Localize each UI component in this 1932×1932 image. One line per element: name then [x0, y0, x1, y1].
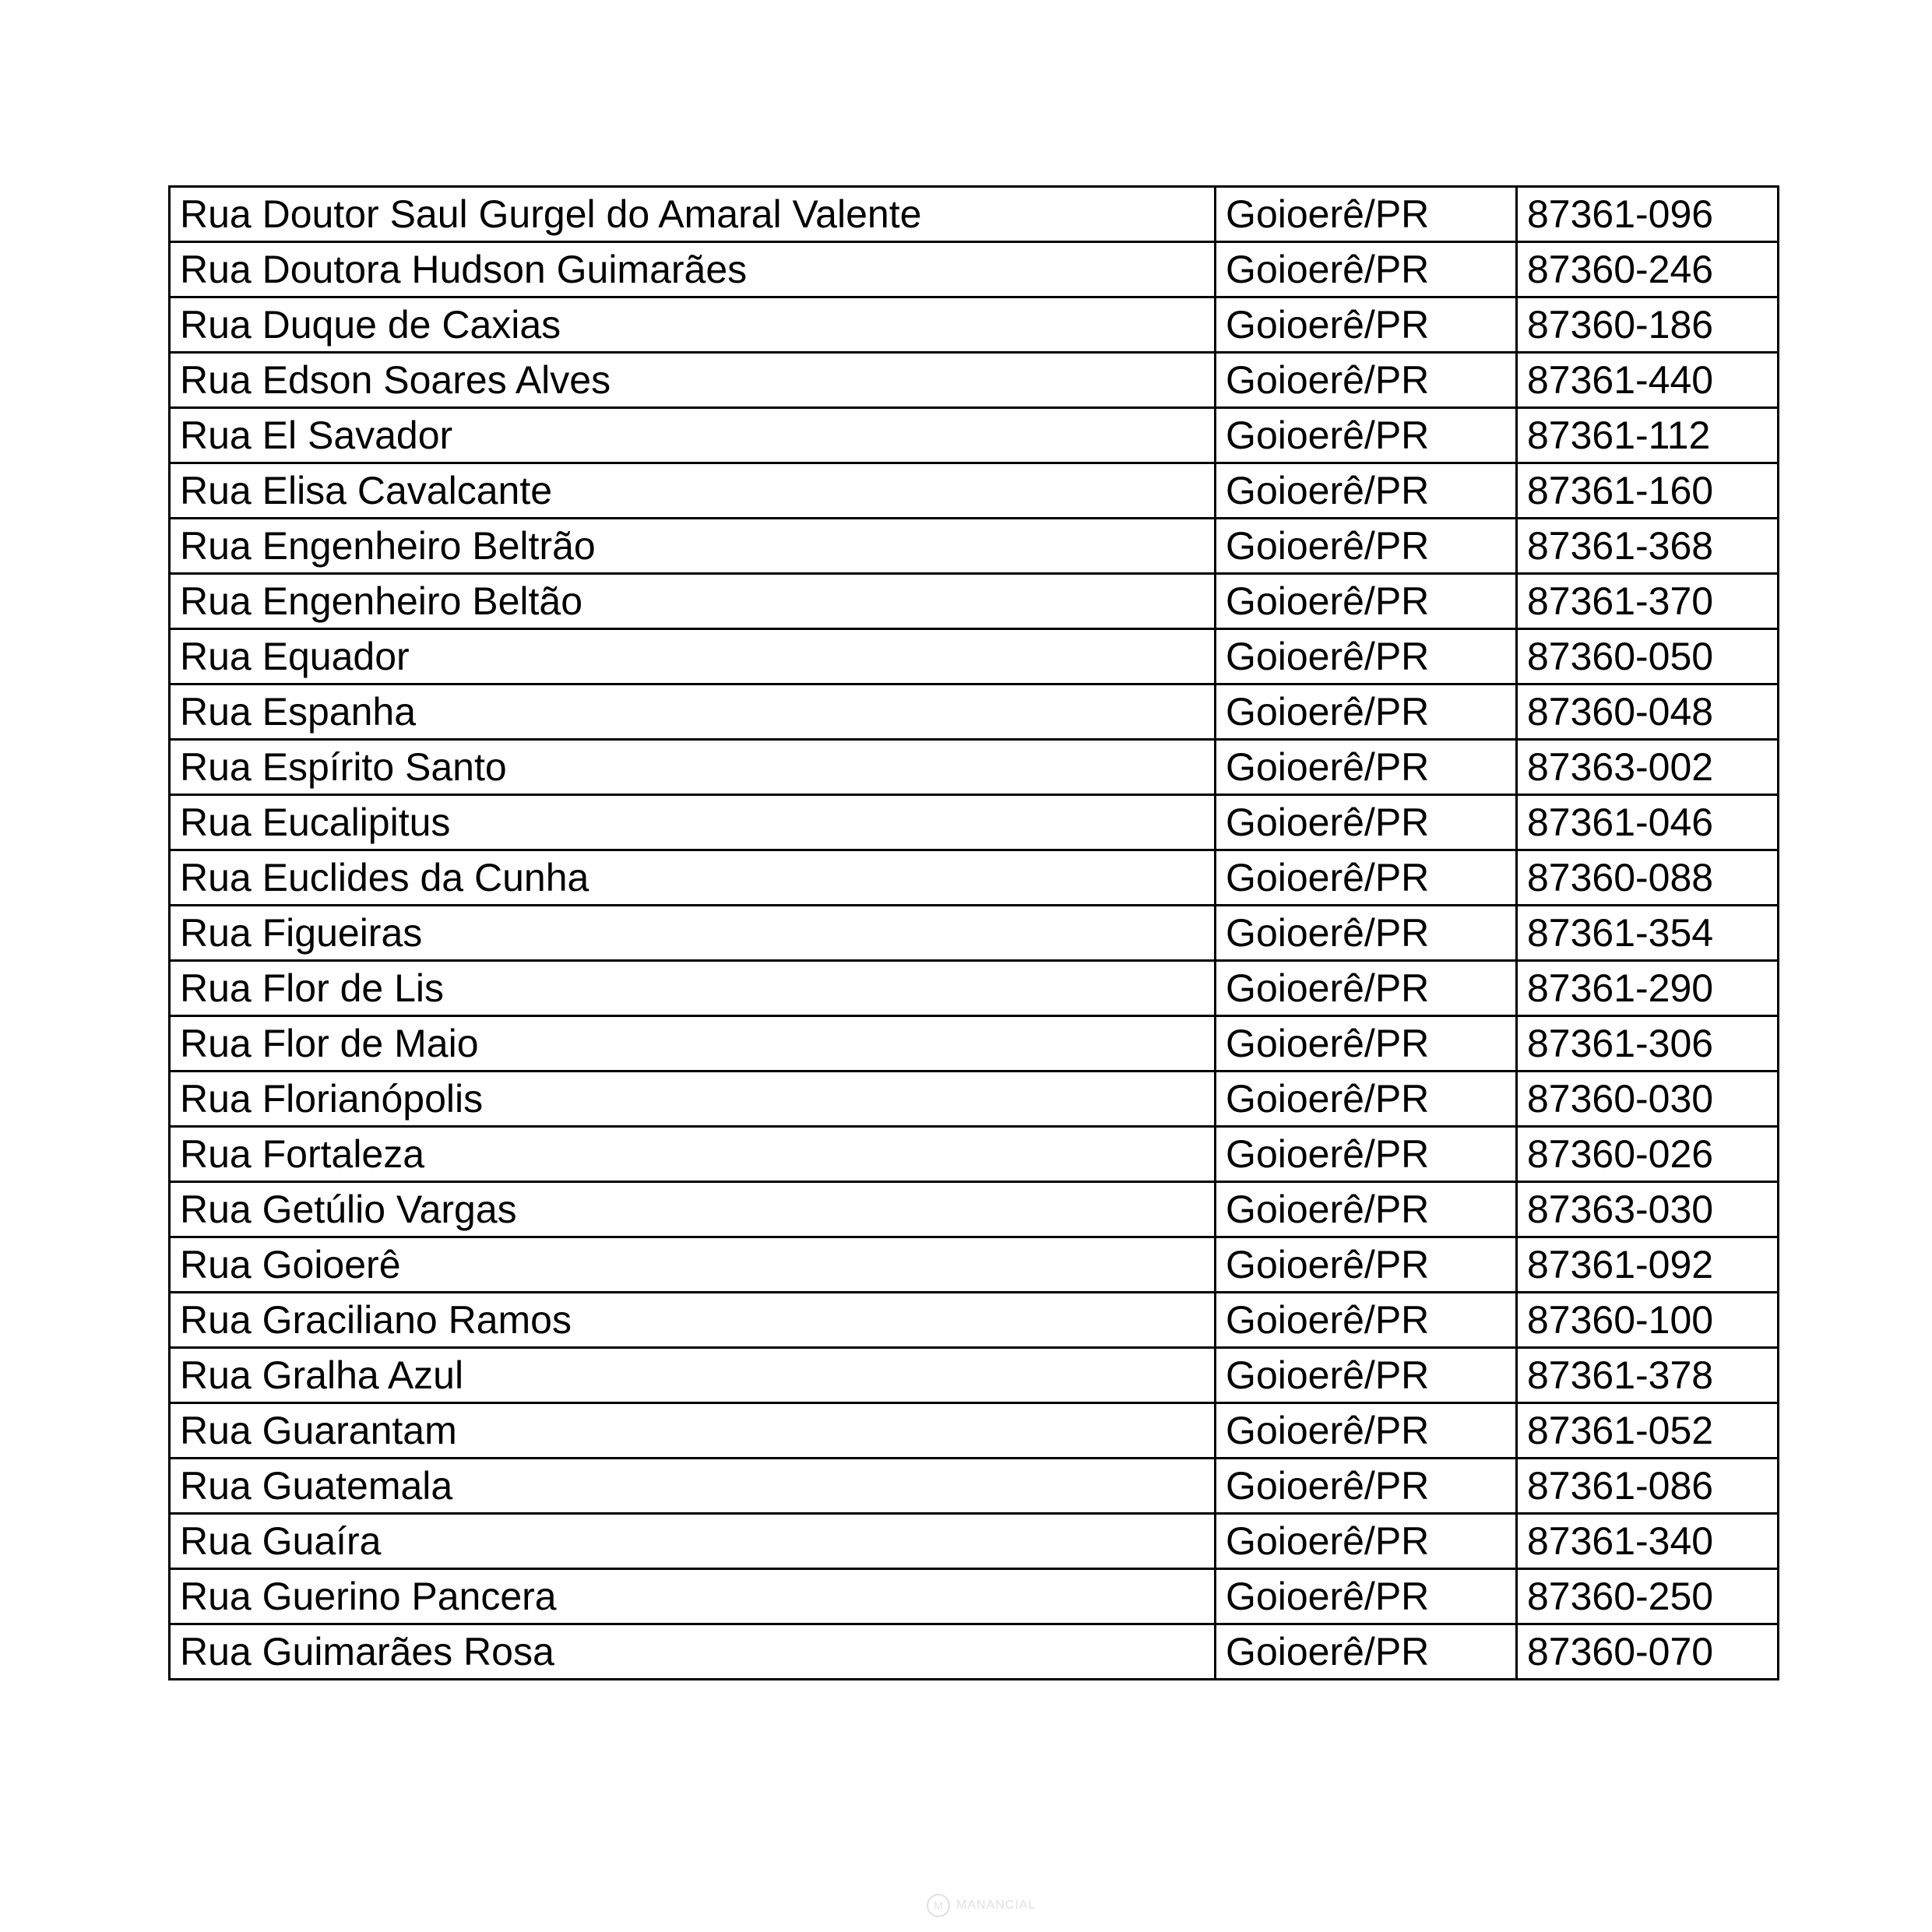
cep-cell: 87360-048: [1516, 684, 1778, 740]
table-row: [170, 1514, 1779, 1569]
table-row: [170, 629, 1779, 684]
table-row: [170, 408, 1779, 463]
cep-cell: 87360-026: [1516, 1127, 1778, 1182]
table-row: [170, 519, 1779, 574]
cep-cell: 87360-070: [1516, 1624, 1778, 1680]
cep-cell: 87360-250: [1516, 1569, 1778, 1624]
street-cell: Rua Getúlio Vargas: [170, 1182, 1216, 1237]
street-cell: Rua Guaíra: [170, 1514, 1216, 1569]
cep-cell: 87361-340: [1516, 1514, 1778, 1569]
table-row: [170, 961, 1779, 1016]
city-cell: Goioerê/PR: [1216, 795, 1517, 850]
table-row: [170, 1127, 1779, 1182]
cep-cell: 87363-030: [1516, 1182, 1778, 1237]
city-cell: Goioerê/PR: [1216, 1569, 1517, 1624]
street-cell: Rua Guatemala: [170, 1459, 1216, 1514]
cep-cell: 87361-160: [1516, 463, 1778, 519]
cep-cell: 87361-086: [1516, 1459, 1778, 1514]
street-cell: Rua Espanha: [170, 684, 1216, 740]
table-row: [170, 242, 1779, 297]
table-row: [170, 850, 1779, 906]
cep-cell: 87361-306: [1516, 1016, 1778, 1072]
cep-cell: 87361-096: [1516, 187, 1778, 242]
street-cell: Rua Flor de Lis: [170, 961, 1216, 1016]
street-cell: Rua Equador: [170, 629, 1216, 684]
table-row: [170, 740, 1779, 795]
street-cell: Rua Florianópolis: [170, 1072, 1216, 1127]
street-cell: Rua Engenheiro Beltão: [170, 574, 1216, 629]
city-cell: Goioerê/PR: [1216, 1182, 1517, 1237]
cep-cell: 87361-112: [1516, 408, 1778, 463]
table-row: [170, 574, 1779, 629]
street-cell: Rua Eucalipitus: [170, 795, 1216, 850]
street-cell: Rua Fortaleza: [170, 1127, 1216, 1182]
street-cell: Rua Flor de Maio: [170, 1016, 1216, 1072]
street-cell: Rua Engenheiro Beltrão: [170, 519, 1216, 574]
street-cell: Rua Edson Soares Alves: [170, 353, 1216, 408]
street-cell: Rua Gralha Azul: [170, 1348, 1216, 1403]
city-cell: Goioerê/PR: [1216, 961, 1517, 1016]
city-cell: Goioerê/PR: [1216, 629, 1517, 684]
cep-cell: 87361-052: [1516, 1403, 1778, 1459]
city-cell: Goioerê/PR: [1216, 242, 1517, 297]
cep-cell: 87360-100: [1516, 1293, 1778, 1348]
city-cell: Goioerê/PR: [1216, 906, 1517, 961]
watermark-text: MANANCIAL: [956, 1899, 1036, 1912]
table-row: [170, 1072, 1779, 1127]
city-cell: Goioerê/PR: [1216, 353, 1517, 408]
city-cell: Goioerê/PR: [1216, 519, 1517, 574]
cep-cell: 87361-046: [1516, 795, 1778, 850]
cep-cell: 87360-030: [1516, 1072, 1778, 1127]
address-table-body: [170, 187, 1779, 1680]
street-cell: Rua Guerino Pancera: [170, 1569, 1216, 1624]
cep-cell: 87360-088: [1516, 850, 1778, 906]
cep-cell: 87360-186: [1516, 297, 1778, 353]
street-cell: Rua Goioerê: [170, 1237, 1216, 1293]
city-cell: Goioerê/PR: [1216, 297, 1517, 353]
city-cell: Goioerê/PR: [1216, 187, 1517, 242]
city-cell: Goioerê/PR: [1216, 1459, 1517, 1514]
city-cell: Goioerê/PR: [1216, 1237, 1517, 1293]
cep-cell: 87360-050: [1516, 629, 1778, 684]
table-row: [170, 1459, 1779, 1514]
cep-cell: 87361-354: [1516, 906, 1778, 961]
table-row: [170, 1293, 1779, 1348]
logo-icon: M: [927, 1894, 950, 1917]
city-cell: Goioerê/PR: [1216, 1514, 1517, 1569]
table-row: [170, 1237, 1779, 1293]
street-cell: Rua Doutora Hudson Guimarães: [170, 242, 1216, 297]
table-row: [170, 1348, 1779, 1403]
city-cell: Goioerê/PR: [1216, 463, 1517, 519]
street-cell: Rua Duque de Caxias: [170, 297, 1216, 353]
table-row: [170, 187, 1779, 242]
street-cell: Rua Guarantam: [170, 1403, 1216, 1459]
city-cell: Goioerê/PR: [1216, 684, 1517, 740]
street-cell: Rua Elisa Cavalcante: [170, 463, 1216, 519]
city-cell: Goioerê/PR: [1216, 1016, 1517, 1072]
watermark: [927, 1894, 1036, 1917]
city-cell: Goioerê/PR: [1216, 850, 1517, 906]
street-cell: Rua Figueiras: [170, 906, 1216, 961]
street-cell: Rua Doutor Saul Gurgel do Amaral Valente: [170, 187, 1216, 242]
city-cell: Goioerê/PR: [1216, 408, 1517, 463]
city-cell: Goioerê/PR: [1216, 1127, 1517, 1182]
table-row: [170, 684, 1779, 740]
table-row: [170, 463, 1779, 519]
table-row: [170, 1182, 1779, 1237]
table-row: [170, 353, 1779, 408]
city-cell: Goioerê/PR: [1216, 1072, 1517, 1127]
cep-cell: 87361-370: [1516, 574, 1778, 629]
street-cell: Rua Espírito Santo: [170, 740, 1216, 795]
table-row: [170, 297, 1779, 353]
cep-cell: 87361-290: [1516, 961, 1778, 1016]
city-cell: Goioerê/PR: [1216, 740, 1517, 795]
street-cell: Rua El Savador: [170, 408, 1216, 463]
street-cell: Rua Euclides da Cunha: [170, 850, 1216, 906]
city-cell: Goioerê/PR: [1216, 1403, 1517, 1459]
cep-cell: 87363-002: [1516, 740, 1778, 795]
table-row: [170, 795, 1779, 850]
table-row: [170, 1403, 1779, 1459]
street-cell: Rua Graciliano Ramos: [170, 1293, 1216, 1348]
cep-cell: 87361-368: [1516, 519, 1778, 574]
address-table: [168, 185, 1779, 1680]
table-row: [170, 1569, 1779, 1624]
cep-cell: 87361-440: [1516, 353, 1778, 408]
cep-cell: 87360-246: [1516, 242, 1778, 297]
table-row: [170, 906, 1779, 961]
cep-cell: 87361-378: [1516, 1348, 1778, 1403]
street-cell: Rua Guimarães Rosa: [170, 1624, 1216, 1680]
city-cell: Goioerê/PR: [1216, 1293, 1517, 1348]
city-cell: Goioerê/PR: [1216, 1624, 1517, 1680]
cep-cell: 87361-092: [1516, 1237, 1778, 1293]
city-cell: Goioerê/PR: [1216, 1348, 1517, 1403]
city-cell: Goioerê/PR: [1216, 574, 1517, 629]
table-row: [170, 1624, 1779, 1680]
table-row: [170, 1016, 1779, 1072]
